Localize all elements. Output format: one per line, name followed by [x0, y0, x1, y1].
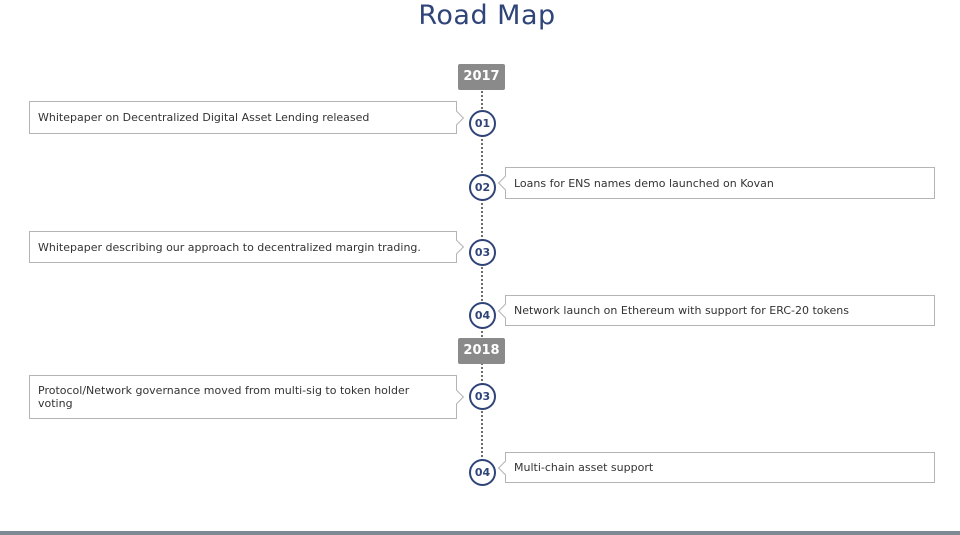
milestone-text: Protocol/Network governance moved from multi-sig to token holder voting — [38, 384, 410, 410]
milestone-text: Multi-chain asset support — [514, 461, 654, 474]
milestone-text: Network launch on Ethereum with support for ERC-20 tokens — [514, 304, 849, 317]
milestone-number-2: 02 — [469, 174, 496, 201]
card-pointer — [498, 176, 512, 190]
card-pointer — [450, 240, 464, 254]
milestone-card-1 — [29, 101, 457, 134]
year-badge-2018: 2018 — [458, 338, 505, 364]
page-title: Road Map — [418, 0, 556, 31]
milestone-number-4: 04 — [469, 302, 496, 329]
milestone-number-6: 04 — [469, 459, 496, 486]
milestone-number-5: 03 — [469, 383, 496, 410]
milestone-card-3 — [29, 231, 457, 263]
milestone-card-4 — [505, 295, 935, 326]
card-pointer — [450, 390, 464, 404]
card-pointer — [498, 303, 512, 317]
milestone-number-1: 01 — [469, 110, 496, 137]
milestone-number-3: 03 — [469, 239, 496, 266]
year-badge-2017: 2017 — [458, 64, 505, 90]
milestone-card-6 — [505, 452, 935, 483]
bottom-bar — [0, 531, 960, 535]
milestone-card-5 — [29, 375, 457, 419]
card-pointer — [450, 110, 464, 124]
milestone-text: Whitepaper describing our approach to decentralized margin trading. — [38, 240, 421, 254]
milestone-text: Loans for ENS names demo launched on Kovan — [514, 176, 774, 190]
card-pointer — [498, 460, 512, 474]
milestone-card-2 — [505, 167, 935, 199]
milestone-text: Whitepaper on Decentralized Digital Asset Lending released — [38, 111, 370, 124]
timeline-line — [481, 88, 483, 480]
